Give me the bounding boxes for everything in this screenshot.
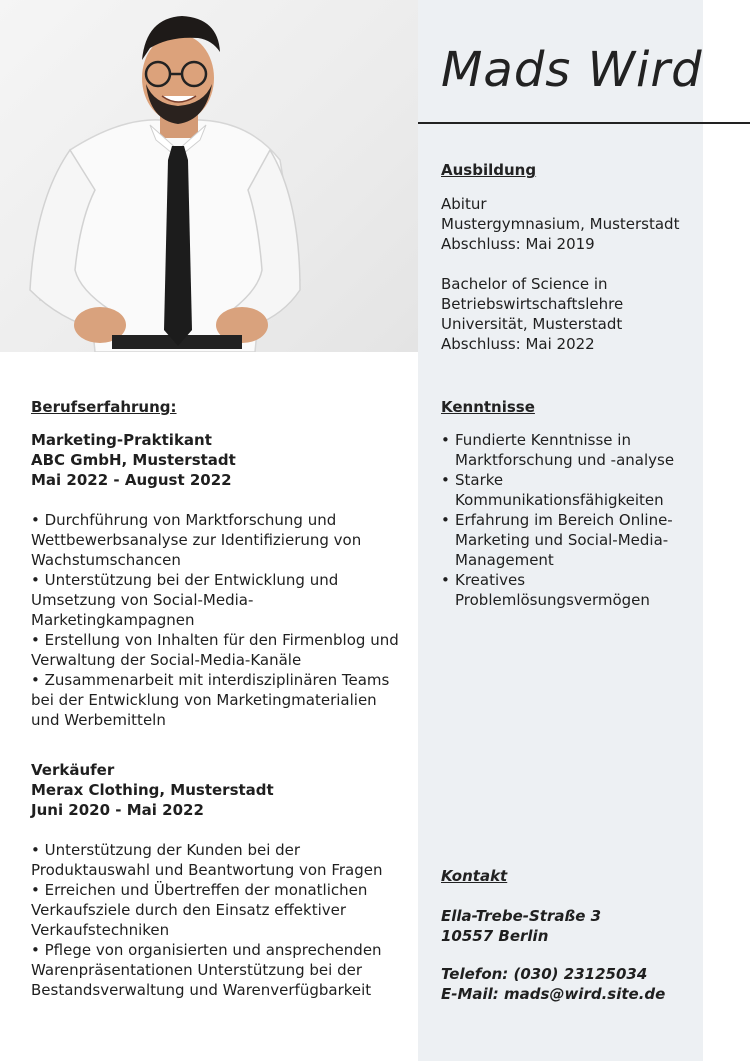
job-period: Mai 2022 - August 2022: [31, 471, 232, 489]
education-line: Abschluss: Mai 2022: [441, 335, 595, 353]
name-divider: [418, 122, 750, 124]
experience-section: [31, 397, 401, 1030]
contact-city: 10557 Berlin: [441, 927, 549, 945]
job-header: [31, 430, 401, 490]
education-line: Bachelor of Science in: [441, 275, 608, 293]
profile-photo: [0, 0, 418, 352]
skills-list: [441, 430, 703, 610]
contact-section: [441, 866, 703, 1022]
job-bullet: • Erreichen und Übertreffen der monatlichen Verkaufsziele durch den Einsatz effektiver Verkaufstechniken: [31, 881, 368, 939]
job-bullet: • Zusammenarbeit mit interdisziplinären Teams bei der Entwicklung von Marketingmaterialien und Werbemitteln: [31, 671, 390, 729]
person-name: Mads Wird: [441, 42, 703, 98]
job-bullet: • Durchführung von Marktforschung und Wettbewerbsanalyse zur Identifizierung von Wachstumschancen: [31, 511, 362, 569]
skill-item: • Kreatives Problemlösungsvermögen: [441, 570, 703, 610]
job-bullet: • Unterstützung der Kunden bei der Produktauswahl und Beantwortung von Fragen: [31, 841, 383, 879]
education-entry: [441, 194, 711, 254]
education-section: [441, 160, 711, 374]
contact-details: [441, 964, 703, 1004]
skill-item: • Starke Kommunikationsfähigkeiten: [441, 470, 703, 510]
education-line: Betriebswirtschaftslehre: [441, 295, 624, 313]
job-entry: [31, 430, 401, 730]
contact-street: Ella-Trebe-Straße 3: [441, 907, 602, 925]
job-bullet: • Erstellung von Inhalten für den Firmenblog und Verwaltung der Social-Media-Kanäle: [31, 631, 399, 669]
job-bullet: • Pflege von organisierten und ansprechenden Warenpräsentationen Unterstützung bei der Bestandsverwaltung und Warenverfügbarkeit: [31, 941, 382, 999]
contact-address: [441, 906, 703, 946]
contact-email[interactable]: E-Mail: mads@wird.site.de: [441, 985, 666, 1003]
job-bullet: • Unterstützung bei der Entwicklung und Umsetzung von Social-Media-Marketingkampagnen: [31, 571, 339, 629]
skill-item: • Fundierte Kenntnisse in Marktforschung und -analyse: [441, 430, 703, 470]
skills-section: [441, 397, 703, 610]
job-title: Marketing-Praktikant: [31, 431, 212, 449]
experience-heading: Berufserfahrung:: [31, 398, 177, 416]
skill-item: • Erfahrung im Bereich Online-Marketing und Social-Media-Management: [441, 510, 703, 570]
job-period: Juni 2020 - Mai 2022: [31, 801, 204, 819]
education-line: Abitur: [441, 195, 487, 213]
education-entry: [441, 274, 711, 354]
job-company: ABC GmbH, Musterstadt: [31, 451, 236, 469]
education-line: Universität, Musterstadt: [441, 315, 623, 333]
job-bullets: [31, 510, 401, 730]
contact-heading: Kontakt: [441, 867, 508, 885]
education-heading: Ausbildung: [441, 161, 537, 179]
job-company: Merax Clothing, Musterstadt: [31, 781, 274, 799]
job-bullets: [31, 840, 401, 1000]
job-header: [31, 760, 401, 820]
job-entry: [31, 760, 401, 1000]
job-title: Verkäufer: [31, 761, 115, 779]
person-photo-illustration: [0, 0, 418, 352]
skills-heading: Kenntnisse: [441, 398, 535, 416]
education-line: Abschluss: Mai 2019: [441, 235, 595, 253]
contact-phone[interactable]: Telefon: (030) 23125034: [441, 965, 648, 983]
education-line: Mustergymnasium, Musterstadt: [441, 215, 680, 233]
